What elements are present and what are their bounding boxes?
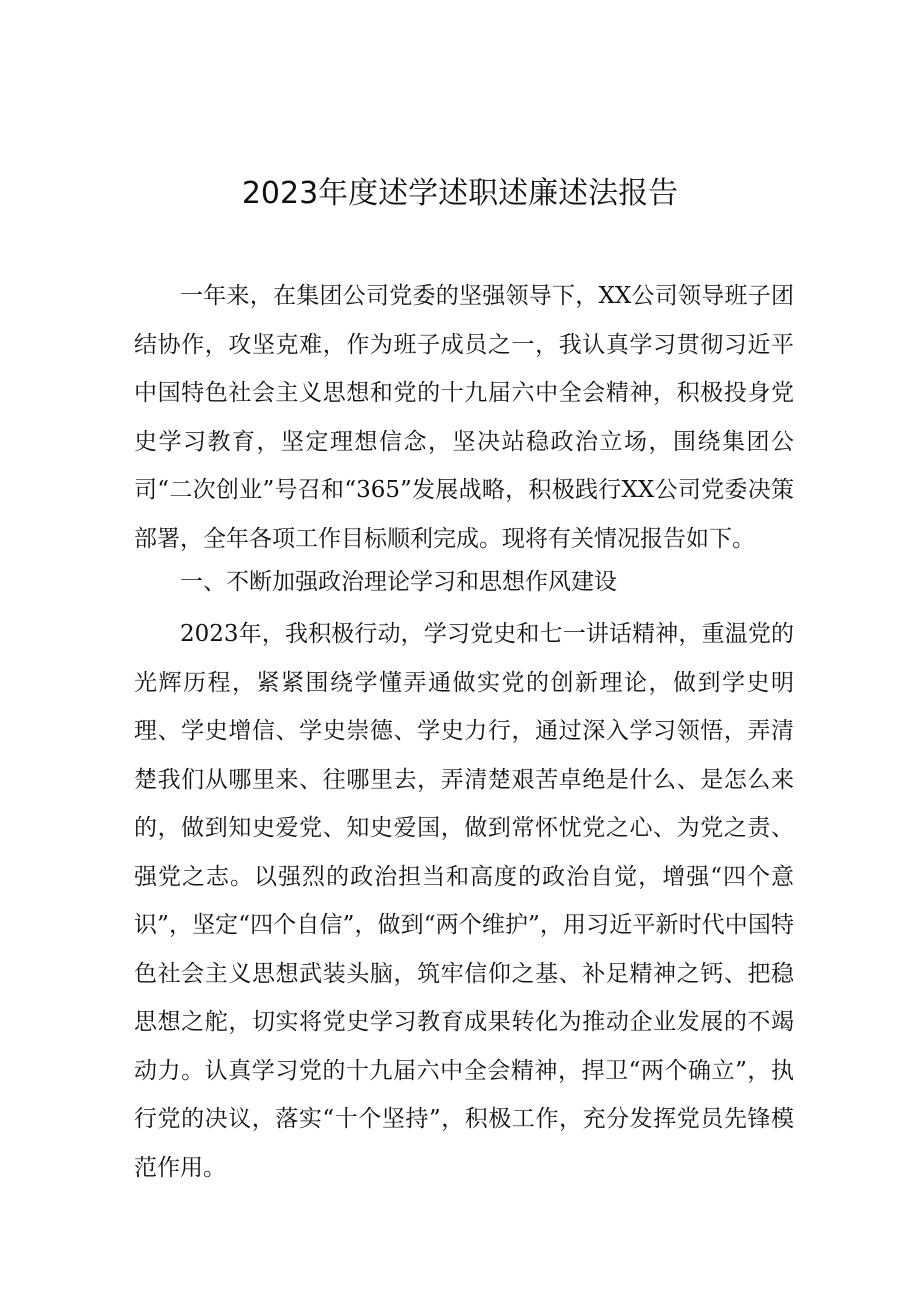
section-1-paragraph: 2023年，我积极行动，学习党史和七一讲话精神，重温党的光辉历程，紧紧围绕学懂弄通做实党的创新理论，做到学史明理、学史增信、学史崇德、学史力行，通过深入学习领悟，弄清楚我们从哪里来、往哪里去，弄清楚艰苦卓绝是什么、是怎么来的，做到知史爱党、知史爱国，做到常怀忧党之心、为党之责、强党之志。以强烈的政治担当和高度的政治自觉，增强“四个意识”，坚定“四个自信”，做到“两个维护”，用习近平新时代中国特色社会主义思想武装头脑，筑牢信仰之基、补足精神之钙、把稳思想之舵，切实将党史学习教育成果转化为推动企业发展的不竭动力。认真学习党的十九届六中全会精神，捍卫“两个确立”，执行党的决议，落实“十个坚持”，积极工作，充分发挥党员先锋模范作用。 [134, 621, 794, 1181]
section-1-heading: 一、不断加强政治理论学习和思想作风建设 [180, 569, 617, 595]
document-title: 2023年度述学述职述廉述法报告 [241, 176, 679, 211]
intro-paragraph: 一年来，在集团公司党委的坚强领导下，XX公司领导班子团结协作，攻坚克难，作为班子成员之一，我认真学习贯彻习近平中国特色社会主义思想和党的十九届六中全会精神，积极投身党史学习教育，坚定理想信念，坚决站稳政治立场，围绕集团公司“二次创业”号召和“365”发展战略，积极践行XX公司党委决策部署，全年各项工作目标顺利完成。现将有关情况报告如下。 [134, 283, 794, 552]
